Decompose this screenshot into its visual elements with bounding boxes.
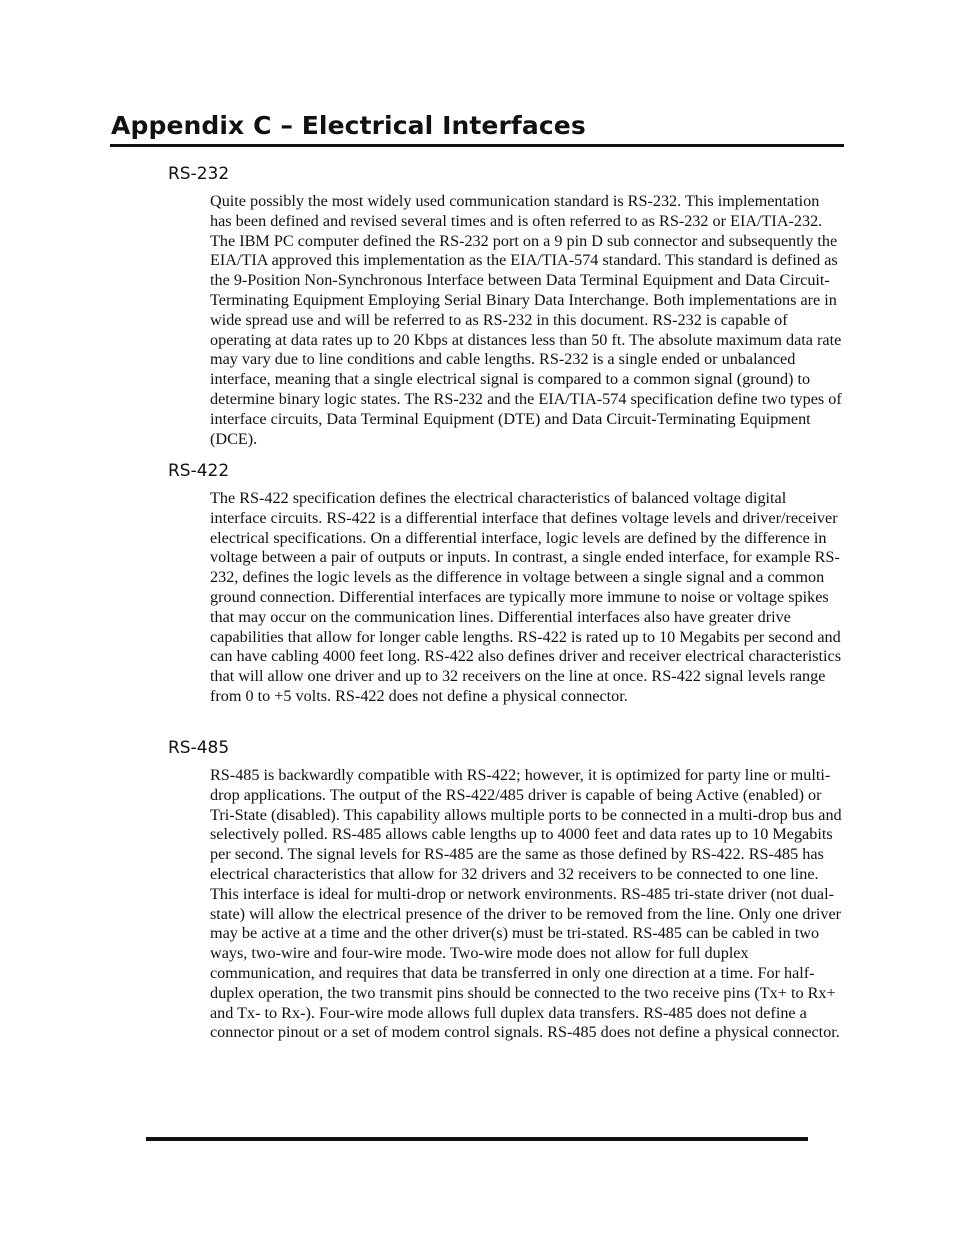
title-divider bbox=[110, 144, 844, 147]
section-rs422 bbox=[168, 459, 844, 707]
section-heading-rs485: RS-485 bbox=[168, 738, 230, 758]
footer-divider bbox=[146, 1137, 808, 1141]
section-heading-rs232: RS-232 bbox=[168, 164, 230, 184]
section-body-rs485: RS-485 is backwardly compatible with RS-422; however, it is optimized for party line or multi-drop applications. The output of the RS-422/485 driver is capable of being Active (enabled) or Tri-State (disabled). This capability allows multiple ports to be connected in a multi-drop bus and selectively polled. RS-485 allows cable lengths up to 4000 feet and data rates up to 10 Megabits per second. The signal levels for RS-485 are the same as those defined by RS-422. RS-485 has electrical characteristics that allow for 32 drivers and 32 receivers to be connected to one line. This interface is ideal for multi-drop or network environments. RS-485 tri-state driver (not dual-state) will allow the electrical presence of the driver to be removed from the line. Only one driver may be active at a time and the other driver(s) must be tri-stated. RS-485 can be cabled in two ways, two-wire and four-wire mode. Two-wire mode does not allow for full duplex communication, and requires that data be transferred in only one direction at a time. For half-duplex operation, the two transmit pins should be connected to the two receive pins (Tx+ to Rx+ and Tx- to Rx-). Four-wire mode allows full duplex data transfers. RS-485 does not define a connector pinout or a set of modem control signals. RS-485 does not define a physical connector. bbox=[210, 766, 842, 1042]
page-title: Appendix C – Electrical Interfaces bbox=[111, 111, 586, 140]
section-rs232 bbox=[168, 162, 844, 449]
section-rs485 bbox=[168, 736, 844, 1043]
section-heading-rs422: RS-422 bbox=[168, 461, 230, 481]
section-body-rs422: The RS-422 specification defines the electrical characteristics of balanced voltage digital interface circuits. RS-422 is a differential interface that defines voltage levels and driver/receiver electrical specifications. On a differential interface, logic levels are defined by the difference in voltage between a pair of outputs or inputs. In contrast, a single ended interface, for example RS-232, defines the logic levels as the difference in voltage between a single signal and a common ground connection. Differential interfaces are typically more immune to noise or voltage spikes that may occur on the communication lines. Differential interfaces also have greater drive capabilities that allow for longer cable lengths. RS-422 is rated up to 10 Megabits per second and can have cabling 4000 feet long. RS-422 also defines driver and receiver electrical characteristics that will allow one driver and up to 32 receivers on the line at once. RS-422 signal levels range from 0 to +5 volts. RS-422 does not define a physical connector. bbox=[210, 489, 842, 705]
section-body-rs232: Quite possibly the most widely used communication standard is RS-232. This implementation has been defined and revised several times and is often referred to as RS-232 or EIA/TIA-232. The IBM PC computer defined the RS-232 port on a 9 pin D sub connector and subsequently the EIA/TIA approved this implementation as the EIA/TIA-574 standard. This standard is defined as the 9-Position Non-Synchronous Interface between Data Terminal Equipment and Data Circuit-Terminating Equipment Employing Serial Binary Data Interchange. Both implementations are in wide spread use and will be referred to as RS-232 in this document. RS-232 is capable of operating at data rates up to 20 Kbps at distances less than 50 ft. The absolute maximum data rate may vary due to line conditions and cable lengths. RS-232 is a single ended or unbalanced interface, meaning that a single electrical signal is compared to a common signal (ground) to determine binary logic states. The RS-232 and the EIA/TIA-574 specification define two types of interface circuits, Data Terminal Equipment (DTE) and Data Circuit-Terminating Equipment (DCE). bbox=[210, 192, 842, 448]
